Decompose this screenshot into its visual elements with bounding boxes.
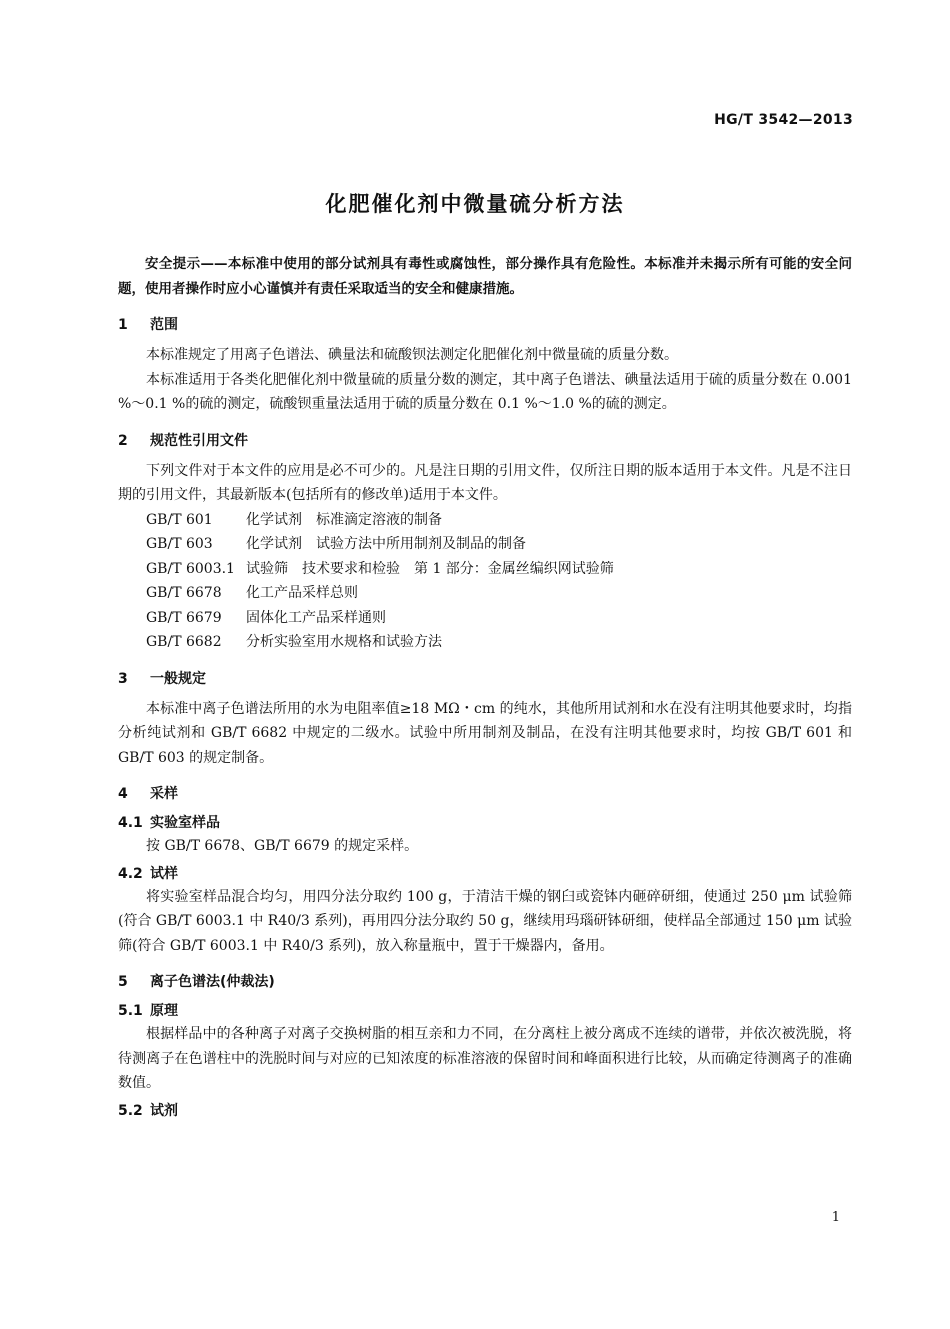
reference-item	[118, 630, 852, 655]
reference-item	[118, 508, 852, 533]
reference-item	[118, 606, 852, 631]
paragraph: 本标准规定了用离子色谱法、碘量法和硫酸钡法测定化肥催化剂中微量硫的质量分数。	[146, 347, 678, 363]
subsection-title: 原理	[150, 1003, 178, 1019]
section-5-heading	[118, 971, 852, 993]
paragraph: 下列文件对于本文件的应用是必不可少的。凡是注日期的引用文件，仅所注日期的版本适用于本文件。凡是不注日期的引用文件，其最新版本(包括所有的修改单)适用于本文件。	[118, 462, 852, 503]
reference-code: GB/T 6682	[146, 634, 222, 650]
reference-code: GB/T 6679	[146, 609, 222, 626]
paragraph: 本标准中离子色谱法所用的水为电阻率值≥18 MΩ・cm 的纯水，其他所用试剂和水在没有注明其他要求时，均指分析纯试剂和 GB/T 6682 中规定的二级水。试验中所用制剂及制品，在没有注明其他要求时，均按 GB/T 601 和 GB/T 603 的规定制备。	[118, 700, 852, 766]
standard-code: HG/T 3542—2013	[714, 112, 853, 128]
reference-code: GB/T 6678	[146, 585, 222, 601]
reference-title: 化工产品采样总则	[246, 585, 358, 601]
section-1-heading	[118, 314, 852, 336]
section-title: 离子色谱法(仲裁法)	[150, 974, 275, 990]
reference-title: 化学试剂 标准滴定溶液的制备	[246, 511, 442, 528]
section-number: 2	[118, 432, 128, 449]
reference-code: GB/T 6003.1	[146, 560, 235, 577]
reference-item	[118, 581, 852, 606]
paragraph: 根据样品中的各种离子对离子交换树脂的相互亲和力不同，在分离柱上被分离成不连续的谱带，并依次被洗脱，将待测离子在色谱柱中的洗脱时间与对应的已知浓度的标准溶液的保留时间和峰面积进行比较，从而确定待测离子的准确数值。	[118, 1026, 852, 1091]
section-title: 范围	[150, 317, 178, 333]
reference-code: GB/T 603	[146, 536, 213, 552]
subsection-title: 试剂	[150, 1102, 178, 1119]
reference-code: GB/T 601	[146, 511, 213, 528]
section-number: 5	[118, 974, 128, 990]
subsection-number: 5.1	[118, 1003, 143, 1019]
section-title: 一般规定	[150, 670, 206, 687]
reference-item	[118, 532, 852, 557]
section-title: 采样	[150, 786, 178, 802]
reference-title: 试验筛 技术要求和检验 第 1 部分：金属丝编织网试验筛	[246, 560, 614, 577]
reference-title: 固体化工产品采样通则	[246, 609, 386, 626]
reference-title: 分析实验室用水规格和试验方法	[246, 634, 442, 650]
section-number: 4	[118, 786, 128, 802]
subsection-4-2-heading	[118, 863, 852, 885]
document-title: 化肥催化剂中微量硫分析方法	[325, 192, 625, 216]
subsection-title: 实验室样品	[150, 815, 220, 831]
subsection-5-2-heading	[118, 1100, 852, 1122]
page-number: 1	[831, 1210, 840, 1225]
section-number: 1	[118, 317, 128, 333]
subsection-number: 5.2	[118, 1102, 143, 1119]
section-number: 3	[118, 670, 128, 687]
subsection-number: 4.1	[118, 815, 143, 831]
reference-item	[118, 557, 852, 582]
subsection-number: 4.2	[118, 865, 143, 882]
paragraph: 本标准适用于各类化肥催化剂中微量硫的质量分数的测定，其中离子色谱法、碘量法适用于硫的质量分数在 0.001 %～0.1 %的硫的测定，硫酸钡重量法适用于硫的质量分数在 0.1 %～1.0 %的硫的测定。	[118, 371, 852, 412]
reference-title: 化学试剂 试验方法中所用制剂及制品的制备	[246, 536, 526, 552]
section-2-heading	[118, 430, 852, 452]
section-3-heading	[118, 668, 852, 690]
document-body	[118, 252, 852, 1122]
subsection-title: 试样	[150, 865, 178, 882]
section-title: 规范性引用文件	[150, 432, 248, 449]
subsection-5-1-heading	[118, 1000, 852, 1022]
paragraph: 将实验室样品混合均匀，用四分法分取约 100 g，于清洁干燥的钢臼或瓷钵内砸碎研细，使通过 250 μm 试验筛(符合 GB/T 6003.1 中 R40/3 系列)，再用四分法分取约 50 g，继续用玛瑙研钵研细，使样品全部通过 150 μm 试验筛(符合 GB/T 6003.1 中 R40/3 系列)，放入称量瓶中，置于干燥器内，备用。	[118, 888, 852, 954]
subsection-4-1-heading	[118, 812, 852, 834]
paragraph: 按 GB/T 6678、GB/T 6679 的规定采样。	[146, 838, 419, 854]
section-4-heading	[118, 783, 852, 805]
safety-notice: 安全提示——本标准中使用的部分试剂具有毒性或腐蚀性，部分操作具有危险性。本标准并未揭示所有可能的安全问题，使用者操作时应小心谨慎并有责任采取适当的安全和健康措施。	[118, 256, 852, 297]
